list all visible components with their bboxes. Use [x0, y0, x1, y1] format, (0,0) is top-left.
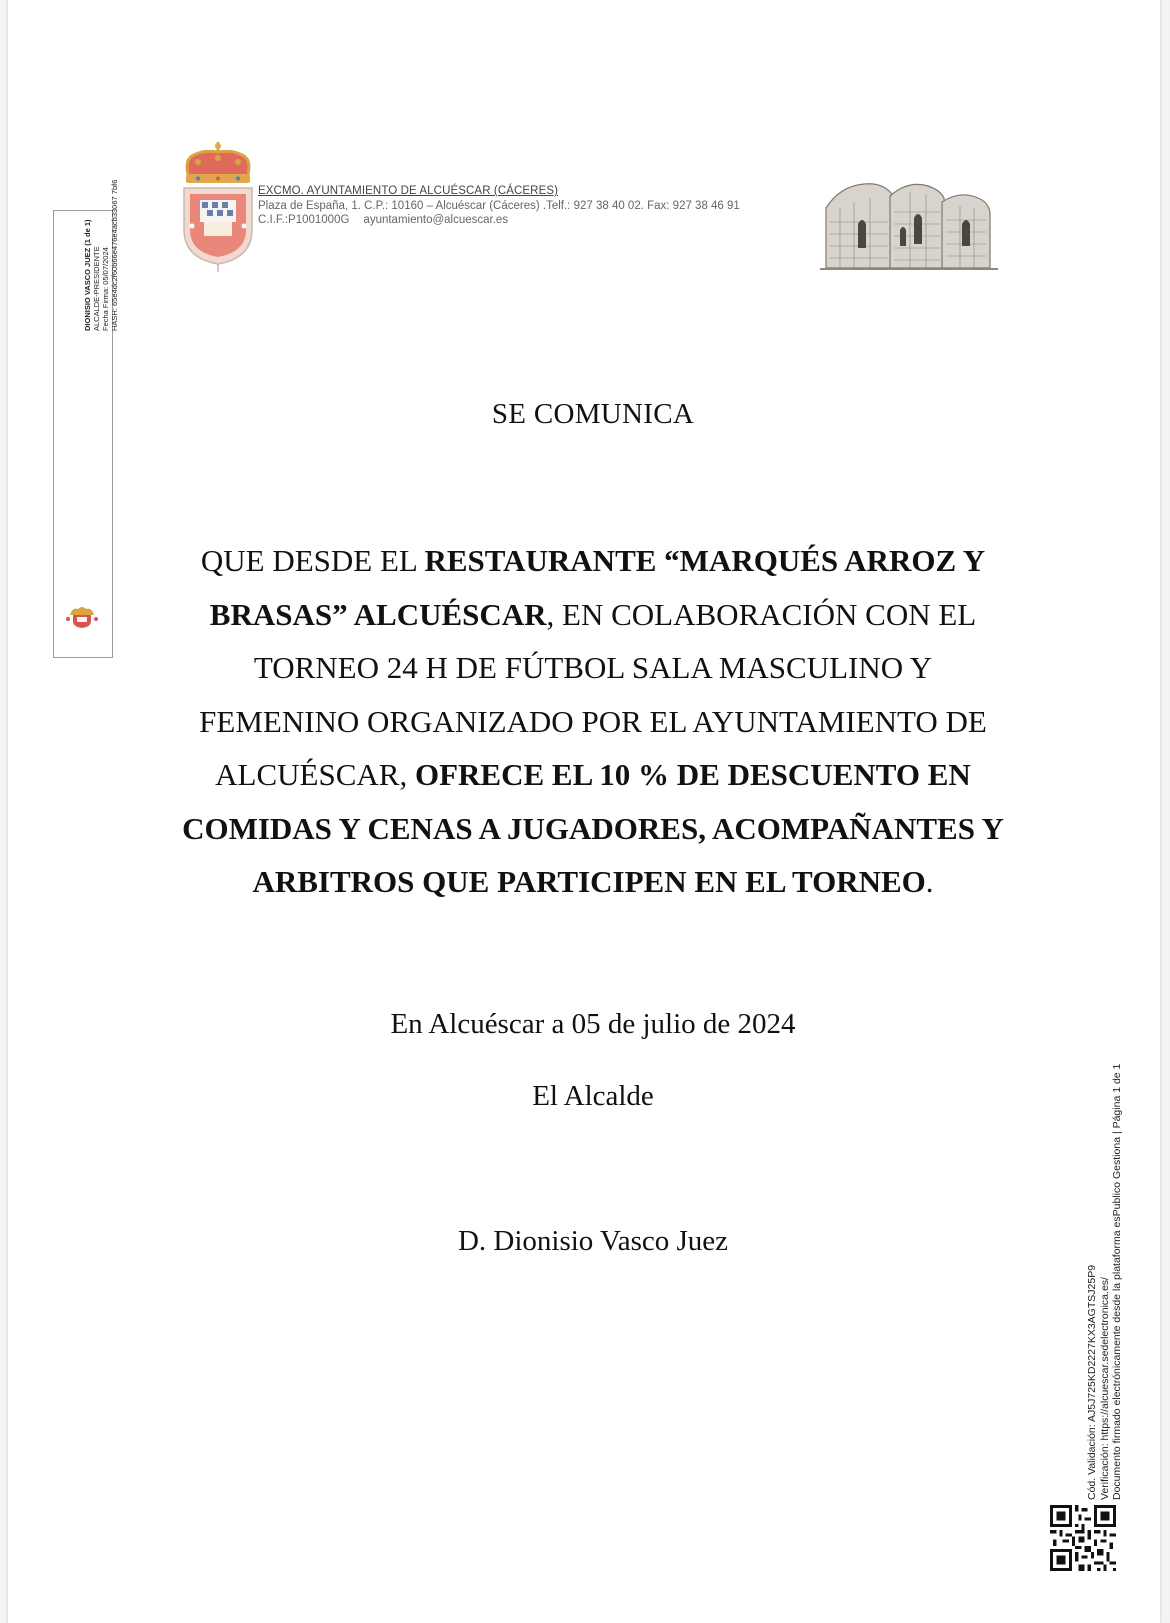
- seal-icon: [62, 601, 102, 629]
- closing-role: El Alcalde: [532, 1080, 654, 1112]
- notice-text-1: QUE DESDE EL: [200, 543, 425, 578]
- validation-strip: [1086, 1064, 1124, 1500]
- church-drawing-icon: [820, 172, 998, 272]
- header-cif-email: [258, 213, 740, 228]
- notice-text-3: .: [925, 864, 934, 899]
- restaurant-name: RESTAURANTE “MARQUÉS ARROZ Y BRASAS” ALCUÉSCAR: [209, 543, 986, 632]
- notice-heading: SE COMUNICA: [491, 398, 695, 430]
- validation-url: Verificación: https://alcuescar.sedelectronica.es/: [1098, 1277, 1111, 1500]
- signer-name: DIONISIO VASCO JUEZ (1 de 1): [83, 219, 92, 331]
- signer-full-name: D. Dionisio Vasco Juez: [457, 1225, 729, 1257]
- header-title: EXCMO. AYUNTAMIENTO DE ALCUÉSCAR (CÁCERES): [258, 185, 559, 197]
- validation-note: Documento firmado electrónicamente desde la plataforma esPublico Gestiona | Página 1 de 1: [1111, 1063, 1123, 1500]
- coat-of-arms-icon: [178, 140, 258, 274]
- closing-date: En Alcuéscar a 05 de julio de 2024: [390, 1008, 796, 1040]
- header-cif: C.I.F.:P1001000G: [258, 214, 350, 226]
- header-address: Plaza de España, 1. C.P.: 10160 – Alcuéscar (Cáceres) .Telf.: 927 38 40 02. Fax: 927 38 46 91: [258, 199, 740, 212]
- qr-code-icon: [1050, 1505, 1116, 1571]
- discount-offer: OFRECE EL 10 % DE DESCUENTO EN COMIDAS Y CENAS A JUGADORES, ACOMPAÑANTES Y ARBITROS QUE PARTICIPEN EN EL TORNEO: [182, 757, 1004, 899]
- signature-date: Fecha Firma: 05/07/2024: [101, 247, 110, 331]
- header-info: [258, 184, 740, 228]
- signer-role: ALCALDE-PRESIDENTE: [92, 246, 101, 331]
- signature-hash: HASH: 65e4dc2f60b66e476e4acb33067 7bf6: [110, 179, 119, 331]
- notice-text-2: , EN COLABORACIÓN CON EL TORNEO 24 H DE FÚTBOL SALA MASCULINO Y FEMENINO ORGANIZADO POR EL AYUNTAMIENTO DE ALCUÉSCAR,: [199, 596, 987, 792]
- header-email: ayuntamiento@alcuescar.es: [363, 214, 509, 226]
- signature-strip: [53, 179, 119, 658]
- validation-code: Cód. Validación: AJ5J725KD2227KX3AGTSJ25P9: [1086, 1264, 1098, 1500]
- document-page: [8, 0, 1160, 1623]
- notice-body: [178, 534, 1008, 909]
- signature-text: [83, 31, 119, 331]
